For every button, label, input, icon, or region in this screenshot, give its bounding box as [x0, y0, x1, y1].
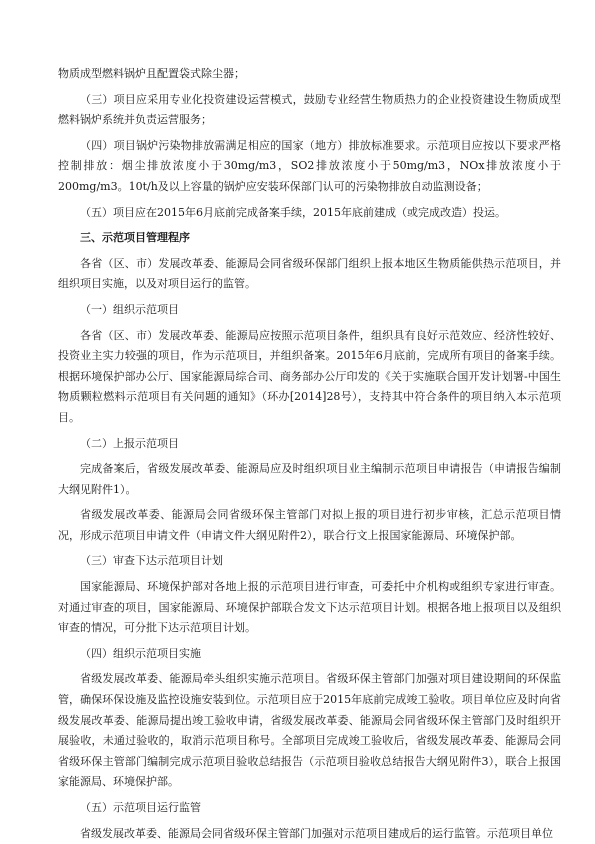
subheading-2: （二）上报示范项目 — [80, 436, 179, 450]
para-14: 省级发展改革委、能源局牵头组织实施示范项目。省级环保主管部门加强对项目建设期间的环保监管，确保环保设施及监控设施安装到位。示范项目应于2015年底前完成竣工验收。项目单位应及时向省级发展改革委、能源局提出竣工验收申请，省级发展改革委、能源局会同省级环保主管部门及时组织开展验收，未通过验收的，取消示范项目称号。全部项目完成竣工验收后，省级发展改革委、能源局会同省级环保主管部门编制完成示范项目验收总结报告（示范项目验收总结报告大纲见附件3），联合上报国家能源局、环境保护部。 — [58, 672, 561, 789]
section-heading: 三、示范项目管理程序 — [80, 231, 190, 245]
para-1: （三）项目应采用专业化投资建设运营模式，鼓励专业经营生物质热力的企业投资建设生物质成型燃料锅炉系统并负责运营服务； — [58, 92, 561, 127]
para-10: 省级发展改革委、能源局会同省级环保主管部门对拟上报的项目进行初步审核，汇总示范项目情况，形成示范项目申请文件（申请文件大纲见附件2），联合行文上报国家能源局、环境保护部。 — [58, 508, 561, 542]
para-12: 国家能源局、环境保护部对各地上报的示范项目进行审查，可委托中介机构或组织专家进行审查。对通过审查的项目，国家能源局、环境保护部联合发文下达示范项目计划。根据各地上报项目以及组织审查的情况，可分批下达示范项目计划。 — [58, 580, 561, 635]
para-0: 物质成型燃料锅炉且配置袋式除尘器； — [58, 67, 245, 80]
para-5: 各省（区、市）发展改革委、能源局会同省级环保部门组织上报本地区生物质能供热示范项目，并组织项目实施，以及对项目运行的监管。 — [58, 256, 561, 291]
para-3: （五）项目应在2015年6月底前完成备案手续，2015年底前建成（或完成改造）投运。 — [80, 205, 506, 219]
para-9: 完成备案后，省级发展改革委、能源局应及时组织项目业主编制示范项目申请报告（申请报告编制大纲见附件1）。 — [58, 462, 561, 496]
subheading-5: （五）示范项目运行监管 — [80, 801, 201, 814]
para-2: （四）项目锅炉污染物排放需满足相应的国家（地方）排放标准要求。示范项目应按以下要求严格控制排放：烟尘排放浓度小于30mg/m3，SO2排放浓度小于50mg/m3，NOx排放浓度小于200mg/m3。10t/h及以上容量的锅炉应安装环保部门认可的污染物排放自动监测设备； — [58, 138, 561, 193]
subheading-4: （四）组织示范项目实施 — [80, 646, 201, 660]
para-16: 省级发展改革委、能源局会同省级环保主管部门加强对示范项目建成后的运行监管。示范项目单位 — [80, 826, 553, 840]
para-7: 各省（区、市）发展改革委、能源局应按照示范项目条件，组织具有良好示范效应、经济性较好、投资业主实力较强的项目，作为示范项目，并组织备案。2015年6月底前，完成所有项目的备案手续。根据环境保护部办公厅、国家能源局综合司、商务部办公厅印发的《关于实施联合国开发计划署-中国生物质颗粒燃料示范项目有关问题的通知》（环办[2014]28号），支持其中符合条件的项目纳入本示范项目。 — [58, 328, 561, 424]
subheading-3: （三）审查下达示范项目计划 — [80, 554, 223, 568]
subheading-1: （一）组织示范项目 — [80, 302, 179, 316]
